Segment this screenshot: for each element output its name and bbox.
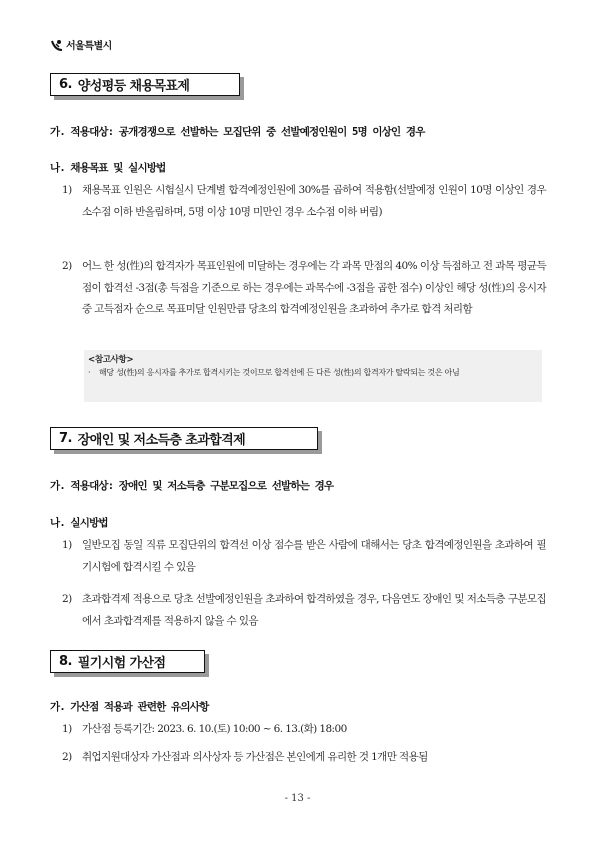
section-number: 7. bbox=[59, 431, 72, 446]
item-text: 어느 한 성(性)의 합격자가 목표인원에 미달하는 경우에는 각 과목 만점의 40% 이상 득점하고 전 과목 평균득점이 합격선 -3점(총 득점을 기준으로 하는 경우에는 과목수에 -3점을 곱한 점수) 이상인 해당 성(性)의 응시자 중 고득점자 순으로 목표미달 인원만큼 당초의 합격예정인원을 초과하여 추가로 합격 처리함 bbox=[82, 260, 546, 315]
section-title-text: 장애인 및 저소득층 초과합격제 bbox=[77, 433, 246, 448]
section-8-subhead-a: 가. 가산점 적용과 관련한 유의사항 bbox=[50, 701, 209, 713]
list-item bbox=[62, 180, 546, 223]
note-box bbox=[84, 350, 542, 402]
item-index: 2) bbox=[62, 751, 72, 763]
section-7-title bbox=[50, 427, 318, 450]
section-8-title bbox=[50, 650, 205, 673]
note-bullet: · bbox=[88, 368, 91, 377]
item-text: 취업지원대상자 가산점과 의사상자 등 가산점은 본인에게 유리한 것 1개만 적용됨 bbox=[82, 751, 428, 763]
org-name: 서울특별시 bbox=[66, 41, 112, 52]
list-item bbox=[62, 719, 546, 741]
seoul-logo-icon bbox=[50, 38, 64, 52]
item-text: 채용목표 인원은 시험실시 단계별 합격예정인원에 30%를 곱하여 적용함(선발예정 인원이 10명 이상인 경우 소수점 이하 반올림하며, 5명 이상 10명 미만인 경우 소수점 이하 버림) bbox=[82, 184, 546, 218]
section-6-title bbox=[50, 73, 240, 96]
item-index: 1) bbox=[62, 184, 72, 196]
list-item bbox=[62, 589, 546, 632]
section-6-subhead-a: 가. 적용대상: 공개경쟁으로 선발하는 모집단위 중 선발예정인원이 5명 이상인 경우 bbox=[50, 126, 425, 138]
section-number: 8. bbox=[59, 654, 72, 669]
list-item bbox=[62, 535, 546, 578]
item-index: 2) bbox=[62, 593, 72, 605]
list-item bbox=[62, 747, 546, 769]
page-number: - 13 - bbox=[284, 793, 311, 804]
section-title-text: 필기시험 가산점 bbox=[77, 656, 166, 671]
item-text: 일반모집 동일 직류 모집단위의 합격선 이상 점수를 받은 사람에 대해서는 당초 합격예정인원을 초과하여 필기시험에 합격시킬 수 있음 bbox=[82, 539, 546, 573]
item-text: 초과합격제 적용으로 당초 선발예정인원을 초과하여 합격하였을 경우, 다음연도 장애인 및 저소득층 구분모집에서 초과합격제를 적용하지 않을 수 있음 bbox=[82, 593, 546, 627]
item-index: 1) bbox=[62, 539, 72, 551]
note-title: <참고사항> bbox=[88, 355, 134, 365]
note-body bbox=[88, 367, 536, 379]
list-item bbox=[62, 256, 546, 321]
section-7-subhead-b: 나. 실시방법 bbox=[50, 517, 108, 529]
item-index: 1) bbox=[62, 723, 72, 735]
section-number: 6. bbox=[59, 77, 72, 92]
section-6-subhead-b: 나. 채용목표 및 실시방법 bbox=[50, 162, 166, 174]
item-index: 2) bbox=[62, 260, 72, 272]
section-7-subhead-a: 가. 적용대상: 장애인 및 저소득층 구분모집으로 선발하는 경우 bbox=[50, 480, 334, 492]
header-logo bbox=[50, 37, 112, 52]
section-title-text: 양성평등 채용목표제 bbox=[77, 79, 190, 94]
item-text: 가산점 등록기간: 2023. 6. 10.(토) 10:00 ~ 6. 13.(화) 18:00 bbox=[82, 723, 347, 735]
note-text: 해당 성(性)의 응시자를 추가로 합격시키는 것이므로 합격선에 든 다른 성(性)의 합격자가 탈락되는 것은 아님 bbox=[99, 368, 460, 377]
